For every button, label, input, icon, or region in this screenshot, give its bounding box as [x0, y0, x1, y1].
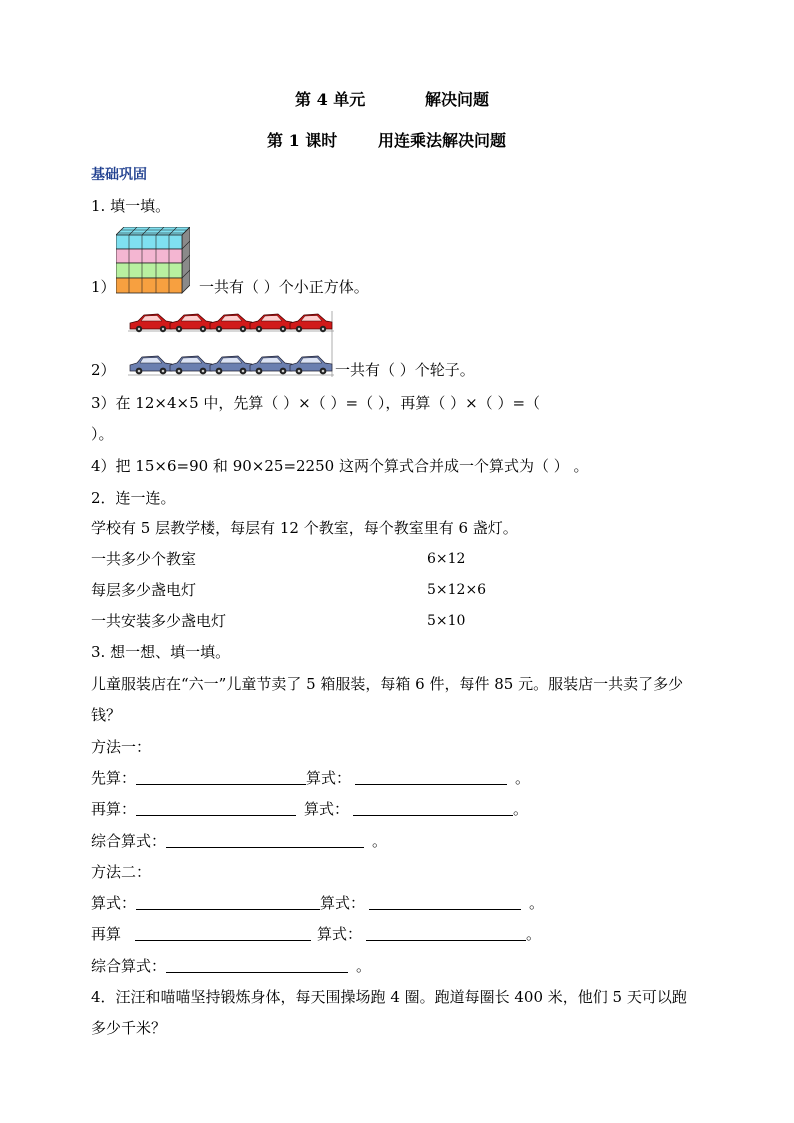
- answer-blank[interactable]: [136, 769, 306, 785]
- period: 。: [372, 832, 388, 850]
- then-label: 再算：: [91, 800, 137, 818]
- q3-m2-combined-row: [91, 955, 371, 977]
- q3-method2-label: 方法二：: [91, 863, 152, 881]
- answer-blank[interactable]: [355, 769, 507, 785]
- q3-text-line2: 钱？: [91, 706, 122, 724]
- q1-item2-number: 2）: [91, 361, 116, 379]
- formula-label: 算式：: [91, 894, 137, 912]
- answer-blank[interactable]: [369, 894, 521, 910]
- q2-right-item: 6×12: [427, 551, 466, 567]
- answer-blank[interactable]: [353, 800, 513, 816]
- lesson-title: 用连乘法解决问题: [378, 131, 507, 150]
- q1-item3-line1: 3）在 12×4×5 中，先算（ ）×（ ）=（ ），再算（ ）×（ ）=（: [91, 394, 541, 412]
- period: 。: [529, 894, 545, 912]
- q3-m1-first-row: [91, 767, 530, 789]
- q1-item1-number: 1）: [91, 278, 116, 296]
- cube-stack-image: [116, 227, 190, 301]
- lesson-label: 第 1 课时: [267, 131, 338, 150]
- section-title: 基础巩固: [91, 167, 147, 183]
- combined-label: 综合算式：: [91, 832, 167, 850]
- answer-blank[interactable]: [166, 832, 364, 848]
- formula-label: 算式：: [320, 894, 366, 912]
- q2-left-item: 一共安装多少盏电灯: [91, 612, 227, 630]
- q3-m1-then-row: [91, 798, 528, 820]
- q1-title: 1. 填一填。: [91, 197, 171, 215]
- answer-blank[interactable]: [136, 894, 320, 910]
- first-label: 先算：: [91, 769, 137, 787]
- q2-right-item: 5×10: [427, 613, 466, 629]
- formula-label: 算式：: [317, 925, 363, 943]
- q1-item3-line2: ）。: [91, 425, 114, 443]
- q1-item2-text: 一共有（ ）个轮子。: [335, 361, 475, 379]
- q4-text-line1: 4．汪汪和喵喵坚持锻炼身体，每天围操场跑 4 圈。跑道每圈长 400 米，他们 5 天可以跑: [91, 988, 687, 1006]
- q3-text-line1: 儿童服装店在“六一”儿童节卖了 5 箱服装，每箱 6 件，每件 85 元。服装店一共卖了多少: [91, 675, 684, 693]
- q3-m2-first-row: [91, 892, 544, 914]
- q1-item4: 4）把 15×6=90 和 90×25=2250 这两个算式合并成一个算式为（ ） 。: [91, 457, 589, 475]
- q3-m1-combined-row: [91, 830, 387, 852]
- q2-left-item: 每层多少盏电灯: [91, 581, 197, 599]
- q3-m2-then-row: [91, 923, 541, 945]
- period: 。: [526, 925, 542, 943]
- q1-item1-text: 一共有（ ）个小正方体。: [199, 278, 369, 296]
- answer-blank[interactable]: [366, 925, 526, 941]
- answer-blank[interactable]: [135, 925, 311, 941]
- q3-title: 3. 想一想、填一填。: [91, 643, 231, 661]
- answer-blank[interactable]: [136, 800, 296, 816]
- cars-svg: [128, 309, 334, 379]
- period: 。: [356, 957, 372, 975]
- unit-title: 解决问题: [425, 90, 490, 109]
- period: 。: [513, 800, 529, 818]
- then-label: 再算: [91, 925, 122, 943]
- combined-label: 综合算式：: [91, 957, 167, 975]
- q3-method1-label: 方法一：: [91, 738, 152, 756]
- answer-blank[interactable]: [166, 957, 348, 973]
- formula-label: 算式：: [306, 769, 352, 787]
- period: 。: [515, 769, 531, 787]
- cube-stack-svg: [116, 227, 190, 297]
- unit-label: 第 4 单元: [295, 90, 366, 109]
- q2-title: 2．连一连。: [91, 489, 176, 507]
- q2-intro: 学校有 5 层教学楼，每层有 12 个教室，每个教室里有 6 盏灯。: [91, 519, 518, 537]
- q2-left-item: 一共多少个教室: [91, 550, 197, 568]
- q4-text-line2: 多少千米？: [91, 1019, 167, 1037]
- formula-label: 算式：: [304, 800, 350, 818]
- q2-right-item: 5×12×6: [427, 582, 487, 598]
